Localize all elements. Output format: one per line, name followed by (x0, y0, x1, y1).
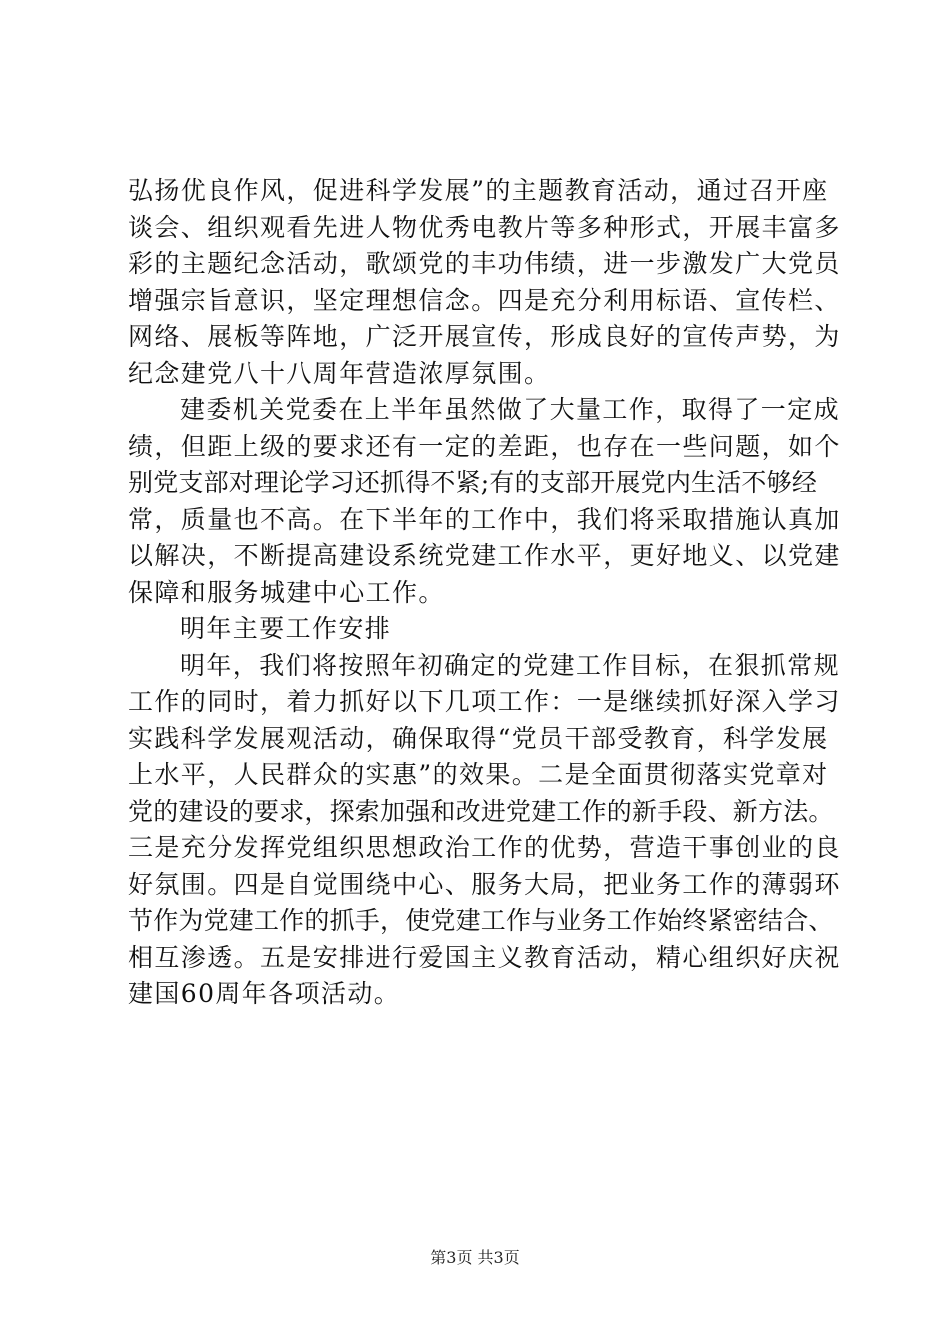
text-line: 纪念建党八十八周年营造浓厚氛围。 (128, 358, 551, 388)
text-line: 别党支部对理论学习还抓得不紧;有的支部开展党内生活不够经 (128, 468, 818, 497)
text-line: 增强宗旨意识，坚定理想信念。四是充分利用标语、宣传栏、 (128, 285, 841, 315)
section-heading: 明年主要工作安排 (180, 614, 392, 643)
text-line: 党的建设的要求，探索加强和改进党建工作的新手段、新方法。 (128, 796, 834, 826)
page-footer (0, 1245, 950, 1268)
text-line: 建国60周年各项活动。 (128, 979, 401, 1008)
text-line: 网络、展板等阵地，广泛开展宣传，形成良好的宣传声势，为 (128, 322, 841, 351)
text-line: 好氛围。四是自觉围绕中心、服务大局，把业务工作的薄弱环 (128, 869, 841, 899)
text-line: 上水平，人民群众的实惠”的效果。二是全面贯彻落实党章对 (128, 760, 829, 789)
text-line: 建委机关党委在上半年虽然做了大量工作，取得了一定成 (180, 395, 841, 424)
text-line: 工作的同时，着力抓好以下几项工作：一是继续抓好深入学习 (128, 687, 841, 716)
text-line: 常，质量也不高。在下半年的工作中，我们将采取措施认真加 (128, 504, 841, 534)
page-number-label: 第3页 共3页 (430, 1248, 520, 1267)
text-line: 谈会、组织观看先进人物优秀电教片等多种形式，开展丰富多 (128, 212, 841, 242)
text-line: 彩的主题纪念活动，歌颂党的丰功伟绩，进一步激发广大党员 (128, 249, 841, 278)
text-line: 三是充分发挥党组织思想政治工作的优势，营造干事创业的良 (128, 833, 841, 862)
text-line: 实践科学发展观活动，确保取得“党员干部受教育，科学发展 (128, 723, 829, 753)
text-line: 绩，但距上级的要求还有一定的差距，也存在一些问题，如个 (128, 431, 841, 461)
text-line: 节作为党建工作的抓手，使党建工作与业务工作始终紧密结合、 (128, 906, 834, 935)
text-line: 明年，我们将按照年初确定的党建工作目标，在狠抓常规 (180, 650, 841, 680)
text-line: 弘扬优良作风，促进科学发展”的主题教育活动，通过召开座 (128, 176, 829, 205)
text-line: 相互渗透。五是安排进行爱国主义教育活动，精心组织好庆祝 (128, 942, 841, 972)
body-text (128, 173, 841, 1013)
text-line: 以解决，不断提高建设系统党建工作水平，更好地义、以党建 (128, 541, 841, 570)
text-line: 保障和服务城建中心工作。 (128, 577, 445, 607)
